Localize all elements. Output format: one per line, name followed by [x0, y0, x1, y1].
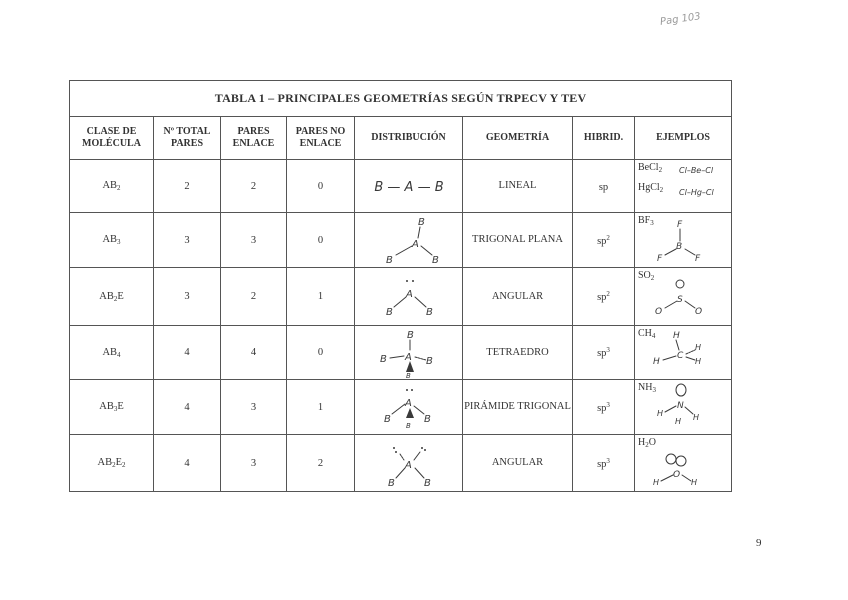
cell-no-enlace: 0 [287, 326, 355, 380]
cell-enlace: 3 [221, 435, 287, 492]
cell-total: 4 [154, 435, 221, 492]
svg-text:H: H [691, 478, 698, 487]
table-title: TABLA 1 – PRINCIPALES GEOMETRÍAS SEGÚN TRPECV Y TEV [70, 81, 732, 117]
cell-ejemplos [635, 326, 732, 380]
svg-text:B: B [383, 414, 391, 425]
svg-text:O: O [655, 307, 663, 317]
svg-text:B: B [431, 255, 439, 265]
table-row [70, 326, 732, 380]
cell-distribucion [355, 268, 463, 326]
example-formula-1: $BF_3$ [638, 215, 654, 227]
cell-distribucion [355, 213, 463, 268]
svg-text:A: A [405, 288, 413, 300]
svg-text:B: B [425, 355, 433, 367]
table-row [70, 213, 732, 268]
header-hibrid: HIBRID. [573, 117, 635, 160]
geometry-table [69, 80, 731, 489]
header-enlace: PARES ENLACE [221, 117, 287, 160]
cell-enlace: 2 [221, 268, 287, 326]
cell-total: 4 [154, 326, 221, 380]
svg-text:B: B [385, 255, 393, 265]
cell-distribucion [355, 380, 463, 435]
svg-text:H: H [695, 357, 702, 366]
tetrahedral-sketch [374, 328, 444, 378]
svg-text:B: B [406, 329, 414, 341]
cell-enlace: 3 [221, 213, 287, 268]
cell-total: 3 [154, 268, 221, 326]
svg-text:B: B [405, 371, 411, 378]
cell-geometria: LINEAL [463, 160, 573, 213]
cell-hibrid: $sp^2$ [573, 268, 635, 326]
example-sketch [655, 217, 715, 263]
header-ejemplos: EJEMPLOS [635, 117, 732, 160]
example-formula-1: $CH_4$ [638, 328, 656, 340]
cell-enlace: 4 [221, 326, 287, 380]
example-formula-1: $H_2O$ [638, 437, 656, 449]
svg-text:Cl–Be–Cl: Cl–Be–Cl [679, 166, 714, 175]
table-row [70, 435, 732, 492]
cell-geometria: TETRAEDRO [463, 326, 573, 380]
cell-geometria: TRIGONAL PLANA [463, 213, 573, 268]
cell-no-enlace: 1 [287, 380, 355, 435]
svg-text:A: A [411, 239, 419, 250]
cell-no-enlace: 0 [287, 160, 355, 213]
svg-text:A: A [404, 398, 412, 409]
svg-text:B: B [423, 478, 431, 488]
trigonal-sketch [374, 215, 444, 265]
svg-text:B: B [417, 217, 425, 228]
cell-ejemplos [635, 160, 732, 213]
cell-distribucion [355, 435, 463, 492]
example-formula-2: HgCl$_2$ [638, 182, 664, 194]
header-no-enlace: PARES NO ENLACE [287, 117, 355, 160]
svg-text:H: H [693, 413, 700, 422]
cell-hibrid: $sp^2$ [573, 213, 635, 268]
header-total: Nº TOTAL PARES [154, 117, 221, 160]
svg-text:H: H [653, 478, 660, 487]
svg-text:A: A [404, 351, 412, 363]
svg-text:B: B [385, 306, 393, 318]
svg-text:F: F [677, 220, 683, 230]
svg-text:O: O [695, 307, 703, 317]
page-note: Pag 103 [659, 11, 702, 28]
cell-no-enlace: 1 [287, 268, 355, 326]
example-sketch [647, 449, 707, 489]
svg-text:B: B [425, 306, 433, 318]
example-sketch [679, 162, 729, 206]
cell-enlace: 3 [221, 380, 287, 435]
cell-no-enlace: 2 [287, 435, 355, 492]
cell-hibrid: $sp^3$ [573, 435, 635, 492]
svg-text:H: H [675, 417, 682, 426]
cell-distribucion [355, 326, 463, 380]
svg-text:B: B [423, 414, 431, 425]
pyramidal-sketch [374, 382, 444, 432]
svg-text:A: A [404, 460, 412, 471]
cell-ejemplos [635, 213, 732, 268]
page-number: 9 [756, 537, 762, 549]
cell-total: 3 [154, 213, 221, 268]
cell-distribucion [355, 160, 463, 213]
example-sketch [649, 276, 709, 322]
cell-clase: $AB_4$ [70, 326, 154, 380]
cell-total: 4 [154, 380, 221, 435]
svg-text:H: H [673, 331, 680, 341]
svg-text:B: B [387, 478, 395, 488]
cell-enlace: 2 [221, 160, 287, 213]
table-row [70, 160, 732, 213]
linear-sketch [359, 171, 459, 201]
bent-sketch [374, 438, 444, 488]
cell-geometria: PIRÁMIDE TRIGONAL [463, 380, 573, 435]
svg-text:F: F [695, 254, 701, 263]
svg-text:H: H [657, 409, 664, 418]
header-clase: CLASE DE MOLÉCULA [70, 117, 154, 160]
example-sketch [649, 328, 709, 372]
svg-text:O: O [673, 470, 681, 480]
cell-ejemplos [635, 380, 732, 435]
svg-text:B: B [379, 353, 387, 365]
svg-text:F: F [657, 254, 663, 263]
angular-sketch [374, 273, 444, 321]
cell-ejemplos [635, 268, 732, 326]
svg-text:B: B [405, 422, 411, 430]
example-sketch [649, 382, 709, 428]
cell-no-enlace: 0 [287, 213, 355, 268]
cell-geometria: ANGULAR [463, 435, 573, 492]
cell-hibrid: $sp^3$ [573, 326, 635, 380]
cell-clase: $AB_3E$ [70, 380, 154, 435]
cell-hibrid: $sp^3$ [573, 380, 635, 435]
table-row [70, 380, 732, 435]
cell-clase: $AB_2E$ [70, 268, 154, 326]
cell-hibrid: sp [573, 160, 635, 213]
svg-text:Cl–Hg–Cl: Cl–Hg–Cl [679, 188, 714, 197]
cell-total: 2 [154, 160, 221, 213]
cell-clase: $AB_3$ [70, 213, 154, 268]
cell-ejemplos [635, 435, 732, 492]
cell-clase: $AB_2$ [70, 160, 154, 213]
example-formula-1: BeCl$_2$ [638, 162, 663, 174]
svg-text:N: N [677, 401, 684, 411]
svg-text:B — A — B: B — A — B [373, 180, 444, 195]
svg-text:B: B [676, 242, 683, 252]
svg-text:H: H [653, 357, 660, 367]
cell-geometria: ANGULAR [463, 268, 573, 326]
header-distribucion: DISTRIBUCIÓN [355, 117, 463, 160]
example-formula-1: $NH_3$ [638, 382, 656, 394]
table-row [70, 268, 732, 326]
cell-clase: $AB_2E_2$ [70, 435, 154, 492]
svg-text:C: C [677, 351, 684, 361]
example-formula-1: $SO_2$ [638, 270, 655, 282]
svg-text:H: H [695, 343, 702, 352]
header-geometria: GEOMETRÍA [463, 117, 573, 160]
svg-text:S: S [677, 295, 683, 305]
